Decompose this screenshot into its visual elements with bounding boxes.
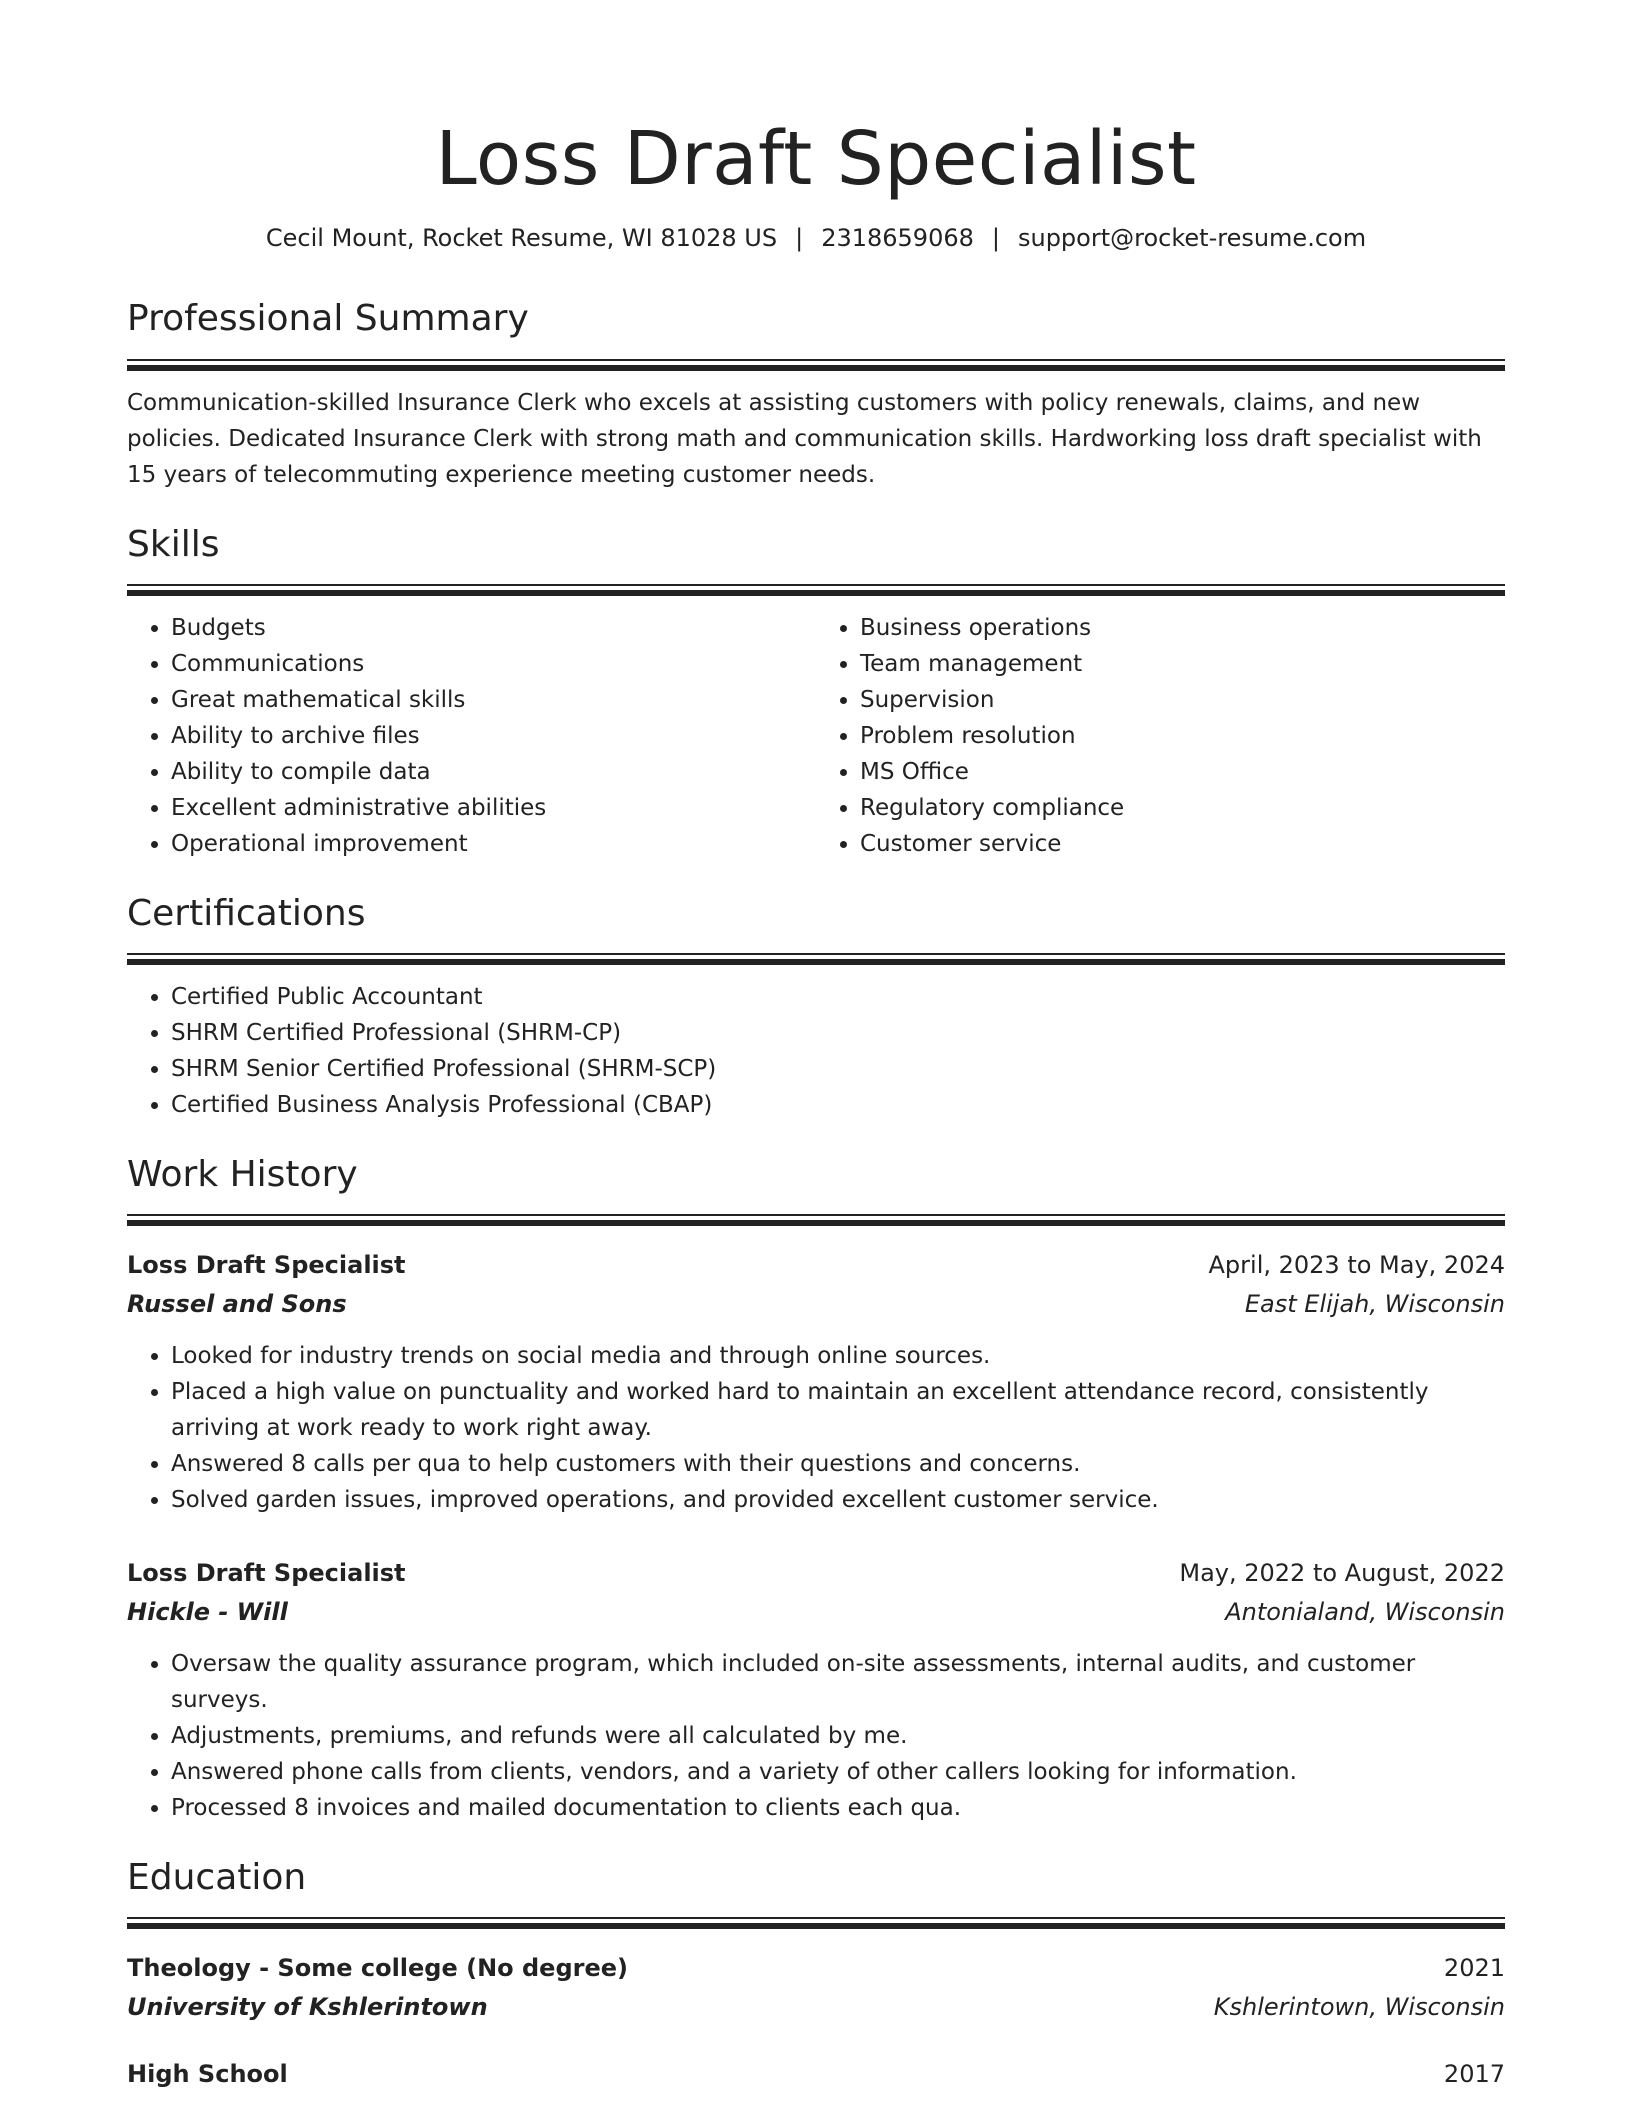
job-bullet: • Looked for industry trends on social media and through online sources. [171,1338,1505,1374]
section-heading-certifications: Certifications [127,892,366,934]
job-company: Russel and Sons [127,1290,347,1319]
job-entry [127,1554,1505,1826]
skills-grid [127,610,1505,862]
skills-list-left [127,610,816,862]
job-bullets [127,1338,1505,1518]
skills-section [127,523,1505,862]
section-divider [127,1214,1505,1226]
education-school-row [127,1988,1505,2027]
certification-item: • Certified Public Accountant [171,979,1505,1015]
section-divider [127,584,1505,596]
job-bullet: • Answered 8 calls per qua to help customers with their questions and concerns. [171,1446,1505,1482]
certification-item: • SHRM Senior Certified Professional (SHRM-SCP) [171,1051,1505,1087]
education-entry [127,1949,1505,2027]
contact-address: Cecil Mount, Rocket Resume, WI 81028 US [265,223,778,252]
job-location: Antonialand, Wisconsin [1225,1598,1505,1627]
job-bullets [127,1646,1505,1826]
education-location: Kshlerintown, Wisconsin [1213,1993,1505,2022]
job-dates: May, 2022 to August, 2022 [1179,1559,1505,1588]
skill-item: • Great mathematical skills [171,682,816,718]
skill-item: • Communications [171,646,816,682]
certifications-list [127,979,1505,1123]
summary-text: Communication-skilled Insurance Clerk who excels at assisting customers with policy renewals, claims, and new policies. Dedicated Insurance Clerk with strong math and communication skills. Hardworking loss draft specialist with 15 years of telecommuting experience meeting customer needs. [127,389,1482,488]
section-divider [127,953,1505,965]
skill-item: • Problem resolution [860,718,1505,754]
section-heading-work: Work History [127,1153,358,1195]
job-dates: April, 2023 to May, 2024 [1208,1251,1505,1280]
certification-item: • SHRM Certified Professional (SHRM-CP) [171,1015,1505,1051]
section-heading-education: Education [127,1857,307,1899]
section-divider [127,1917,1505,1929]
contact-phone: 2318659068 [821,223,974,252]
job-title-row [127,1554,1505,1593]
summary-section [127,297,1505,492]
resume-title: Loss Draft Specialist [435,116,1197,202]
education-entry [127,2055,1505,2094]
job-company-row [127,1593,1505,1632]
education-degree: High School [127,2060,288,2089]
contact-line [127,222,1505,256]
section-divider [127,359,1505,371]
education-year: 2021 [1443,1954,1505,1983]
skill-item: • Excellent administrative abilities [171,790,816,826]
work-section [127,1153,1505,1826]
education-degree-row [127,2055,1505,2094]
skill-item: • Operational improvement [171,826,816,862]
section-heading-skills: Skills [127,523,220,565]
section-heading-summary: Professional Summary [127,298,529,340]
job-company-row [127,1285,1505,1324]
skill-item: • Ability to archive files [171,718,816,754]
job-location: East Elijah, Wisconsin [1244,1290,1505,1319]
job-bullet: • Placed a high value on punctuality and worked hard to maintain an excellent attendance record, consistently arriving at work ready to work right away. [171,1374,1505,1446]
job-company: Hickle - Will [127,1598,288,1627]
skill-item: • Supervision [860,682,1505,718]
contact-email: support@rocket-resume.com [1017,223,1367,252]
education-section [127,1856,1505,2094]
contact-separator: | [991,223,1000,252]
education-year: 2017 [1443,2060,1505,2089]
certification-item: • Certified Business Analysis Professional (CBAP) [171,1087,1505,1123]
skill-item: • MS Office [860,754,1505,790]
job-bullet: • Processed 8 invoices and mailed documentation to clients each qua. [171,1790,1505,1826]
education-degree: Theology - Some college (No degree) [127,1954,628,1983]
skill-item: • Customer service [860,826,1505,862]
job-entry [127,1246,1505,1518]
skill-item: • Ability to compile data [171,754,816,790]
skill-item: • Business operations [860,610,1505,646]
job-bullet: • Oversaw the quality assurance program, which included on-site assessments, internal audits, and customer surveys. [171,1646,1505,1718]
job-title: Loss Draft Specialist [127,1251,406,1280]
certifications-section [127,892,1505,1123]
job-bullet: • Solved garden issues, improved operations, and provided excellent customer service. [171,1482,1505,1518]
job-title-row [127,1246,1505,1285]
contact-separator: | [795,223,804,252]
skills-list-right [816,610,1505,862]
skill-item: • Budgets [171,610,816,646]
job-title: Loss Draft Specialist [127,1559,406,1588]
job-bullet: • Adjustments, premiums, and refunds were all calculated by me. [171,1718,1505,1754]
education-degree-row [127,1949,1505,1988]
education-school: University of Kshlerintown [127,1993,488,2022]
job-bullet: • Answered phone calls from clients, vendors, and a variety of other callers looking for information. [171,1754,1505,1790]
skill-item: • Team management [860,646,1505,682]
skill-item: • Regulatory compliance [860,790,1505,826]
